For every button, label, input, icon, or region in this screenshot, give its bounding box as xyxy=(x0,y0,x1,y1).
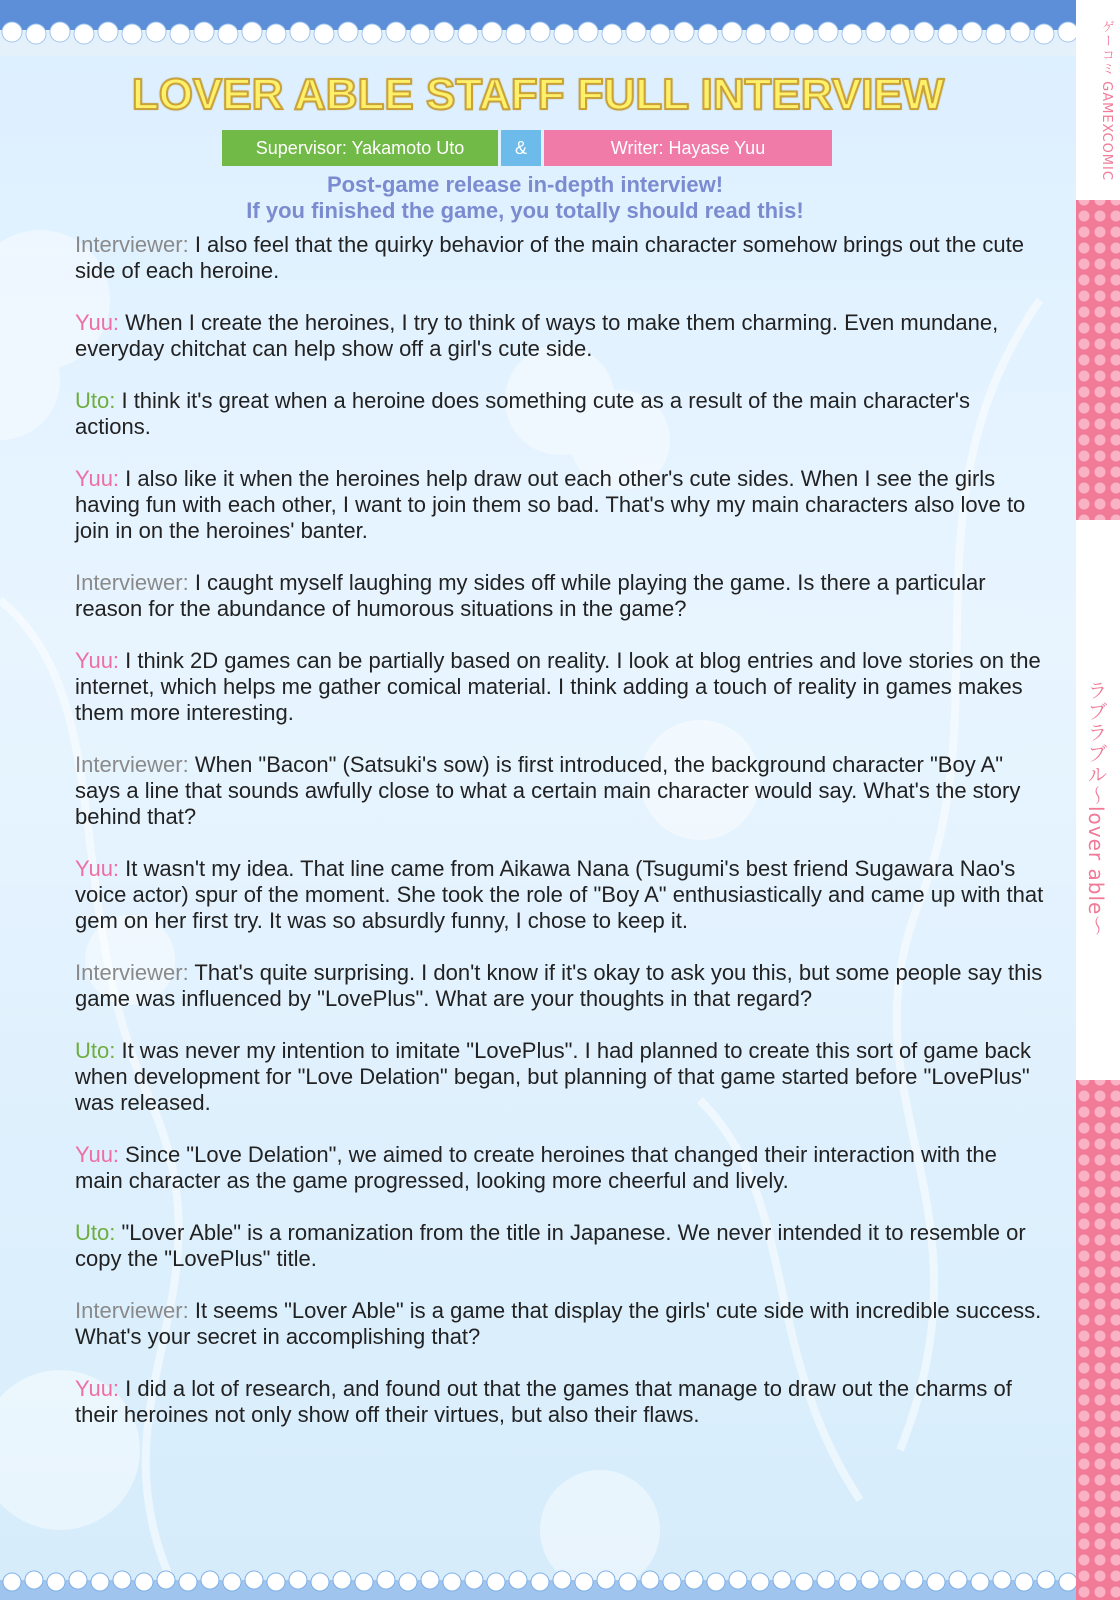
interview-paragraph xyxy=(75,1038,1050,1116)
bottom-lace-border xyxy=(0,1566,1076,1600)
speaker-label: Yuu: xyxy=(75,1376,120,1401)
speaker-label: Yuu: xyxy=(75,648,120,673)
paragraph-text: It wasn't my idea. That line came from Aikawa Nana (Tsugumi's best friend Sugawara Nao's voice actor) spur of the moment. She took the role of "Boy A" enthusiastically and came up with that gem on her first try. It was so absurdly funny, I chose to keep it. xyxy=(75,856,1044,933)
right-sidebar xyxy=(1076,0,1120,1600)
interview-paragraph xyxy=(75,648,1050,726)
paragraph-text: I think 2D games can be partially based on reality. I look at blog entries and love stories on the internet, which helps me gather comical material. I think adding a touch of reality in games makes them more interesting. xyxy=(75,648,1041,725)
interview-body xyxy=(75,232,1050,1454)
top-lace-border xyxy=(0,0,1076,56)
interview-paragraph xyxy=(75,960,1050,1012)
subtitle-line-1: Post-game release in-depth interview! xyxy=(326,172,724,197)
paragraph-text: When "Bacon" (Satsuki's sow) is first introduced, the background character "Boy A" says a line that sounds awfully close to what a certain main character would say. What's the story behind that? xyxy=(75,752,1021,829)
interview-paragraph xyxy=(75,1142,1050,1194)
supervisor-credit: Supervisor: Yakamoto Uto xyxy=(222,130,498,166)
interview-paragraph xyxy=(75,1298,1050,1350)
speaker-label: Interviewer: xyxy=(75,570,189,595)
staff-credits xyxy=(222,130,832,166)
speaker-label: Interviewer: xyxy=(75,1298,189,1323)
speaker-label: Yuu: xyxy=(75,1142,120,1167)
interview-paragraph xyxy=(75,388,1050,440)
interview-paragraph xyxy=(75,232,1050,284)
speaker-label: Interviewer: xyxy=(75,232,189,257)
subtitle-line-2: If you finished the game, you totally should read this! xyxy=(246,198,804,223)
paragraph-text: It was never my intention to imitate "LovePlus". I had planned to create this sort of game back when development for "Love Delation" began, but planning of that game started before "LovePlus" was released. xyxy=(75,1038,1032,1115)
paragraph-text: I did a lot of research, and found out that the games that manage to draw out the charms of their heroines not only show off their virtues, but also their flaws. xyxy=(75,1376,1012,1427)
speaker-label: Interviewer: xyxy=(75,752,189,777)
paragraph-text: I also feel that the quirky behavior of the main character somehow brings out the cute side of each heroine. xyxy=(75,232,1024,283)
speaker-label: Uto: xyxy=(75,388,116,413)
paragraph-text: I caught myself laughing my sides off while playing the game. Is there a particular reason for the abundance of humorous situations in the game? xyxy=(75,570,986,621)
speaker-label: Yuu: xyxy=(75,856,120,881)
ampersand-badge: & xyxy=(501,130,541,166)
speaker-label: Uto: xyxy=(75,1220,116,1245)
interview-paragraph xyxy=(75,570,1050,622)
speaker-label: Yuu: xyxy=(75,310,120,335)
interview-paragraph xyxy=(75,1376,1050,1428)
interview-paragraph xyxy=(75,466,1050,544)
speaker-label: Interviewer: xyxy=(75,960,189,985)
interview-paragraph xyxy=(75,856,1050,934)
paragraph-text: I think it's great when a heroine does something cute as a result of the main character's actions. xyxy=(75,388,970,439)
paragraph-text: It seems "Lover Able" is a game that display the girls' cute side with incredible success. What's your secret in accomplishing that? xyxy=(75,1298,1042,1349)
paragraph-text: I also like it when the heroines help draw out each other's cute sides. When I see the girls having fun with each other, I want to join them so bad. That's why my main characters also love to join in on the heroines' banter. xyxy=(75,466,1026,543)
magazine-logo: ゲーコミ GAMEXCOMIC xyxy=(1099,20,1114,181)
interview-paragraph xyxy=(75,752,1050,830)
paragraph-text: That's quite surprising. I don't know if it's okay to ask you this, but some people say this game was influenced by "LovePlus". What are your thoughts in that regard? xyxy=(75,960,1043,1011)
paragraph-text: "Lover Able" is a romanization from the title in Japanese. We never intended it to resemble or copy the "LovePlus" title. xyxy=(75,1220,1026,1271)
paragraph-text: When I create the heroines, I try to think of ways to make them charming. Even mundane, everyday chitchat can help show off a girl's cute side. xyxy=(75,310,999,361)
series-title: ラブラブル～lover able～ xyxy=(1084,680,1108,937)
speaker-label: Uto: xyxy=(75,1038,116,1063)
interview-paragraph xyxy=(75,310,1050,362)
writer-credit: Writer: Hayase Yuu xyxy=(544,130,832,166)
paragraph-text: Since "Love Delation", we aimed to create heroines that changed their interaction with the main character as the game progressed, looking more cheerful and lively. xyxy=(75,1142,997,1193)
speaker-label: Yuu: xyxy=(75,466,120,491)
interview-paragraph xyxy=(75,1220,1050,1272)
page-title: LOVER ABLE STAFF FULL INTERVIEW xyxy=(131,70,945,119)
